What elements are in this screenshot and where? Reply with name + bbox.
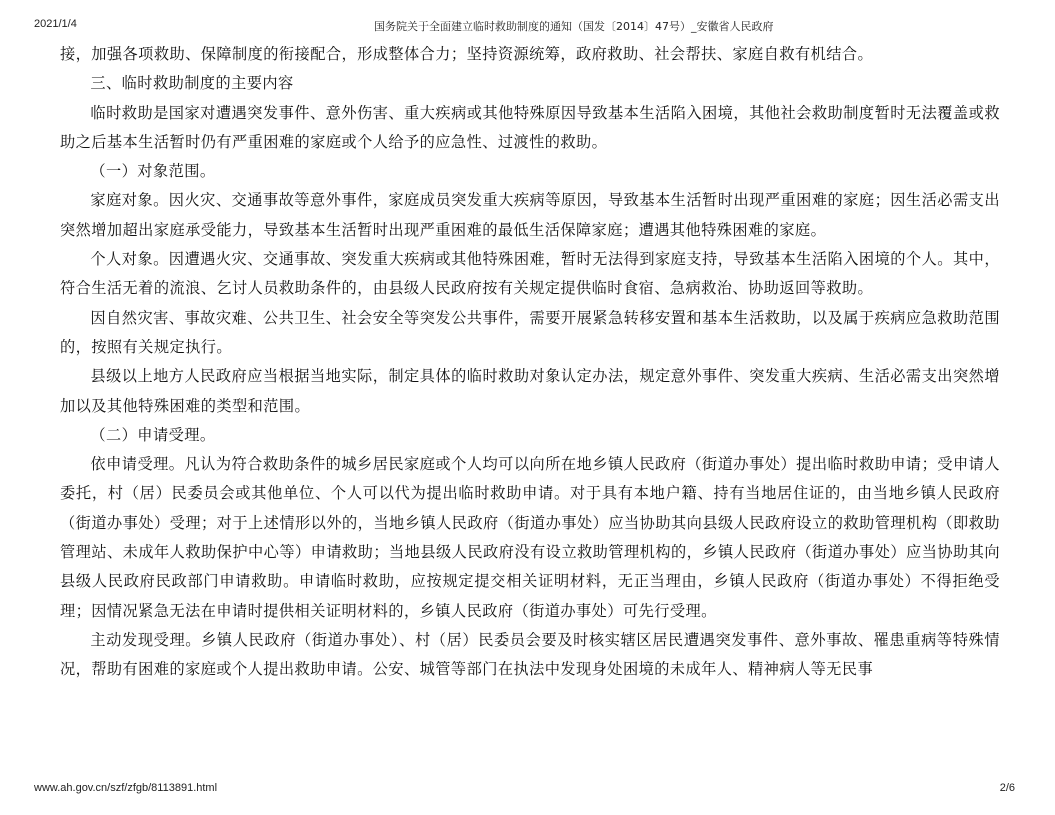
footer-url: www.ah.gov.cn/szf/zfgb/8113891.html [34,782,218,794]
paragraph-family-targets: 家庭对象。因火灾、交通事故等意外事件，家庭成员突发重大疾病等原因，导致基本生活暂时出现严重困难的家庭；因生活必需支出突然增加超出家庭承受能力，导致基本生活暂时出现严重困难的最低生活保障家庭；遭遇其他特殊困难的家庭。 [60,191,1000,239]
paragraph-application-acceptance: 依申请受理。凡认为符合救助条件的城乡居民家庭或个人均可以向所在地乡镇人民政府（街道办事处）提出临时救助申请；受申请人委托，村（居）民委员会或其他单位、个人可以代为提出临时救助申请。对于具有本地户籍、持有当地居住证的，由当地乡镇人民政府（街道办事处）受理；对于上述情形以外的，当地乡镇人民政府（街道办事处）应当协助其向县级人民政府设立的救助管理机构（即救助管理站、未成年人救助保护中心等）申请救助；当地县级人民政府没有设立救助管理机构的，乡镇人民政府（街道办事处）应当协助其向县级人民政府民政部门申请救助。申请临时救助，应按规定提交相关证明材料，无正当理由，乡镇人民政府（街道办事处）不得拒绝受理；因情况紧急无法在申请时提供相关证明材料的，乡镇人民政府（街道办事处）可先行受理。 [60,455,1000,620]
paragraph-definition: 临时救助是国家对遭遇突发事件、意外伤害、重大疾病或其他特殊原因导致基本生活陷入困境，其他社会救助制度暂时无法覆盖或救助之后基本生活暂时仍有严重困难的家庭或个人给予的应急性、过渡性的救助。 [60,103,1000,151]
paragraph-individual-targets: 个人对象。因遭遇火灾、交通事故、突发重大疾病或其他特殊困难，暂时无法得到家庭支持，导致基本生活陷入困境的个人。其中，符合生活无着的流浪、乞讨人员救助条件的，由县级人民政府按有关规定提供临时食宿、急病救治、协助返回等救助。 [60,250,1000,298]
document-body [60,40,1000,685]
footer-page-number: 2/6 [999,782,1015,794]
paragraph-public-emergencies: 因自然灾害、事故灾难、公共卫生、社会安全等突发公共事件，需要开展紧急转移安置和基本生活救助，以及属于疾病应急救助范围的，按照有关规定执行。 [60,308,1000,356]
paragraph-local-rules: 县级以上地方人民政府应当根据当地实际，制定具体的临时救助对象认定办法，规定意外事件、突发重大疾病、生活必需支出突然增加以及其他特殊困难的类型和范围。 [60,367,1000,415]
subsection-heading-scope: （一）对象范围。 [90,162,216,181]
section-heading-main-content: 三、临时救助制度的主要内容 [90,74,294,93]
header-page-title: 国务院关于全面建立临时救助制度的通知（国发〔2014〕47号）_安徽省人民政府 [374,20,774,33]
subsection-heading-application: （二）申请受理。 [90,425,216,444]
header-date: 2021/1/4 [34,18,77,30]
paragraph-active-discovery: 主动发现受理。乡镇人民政府（街道办事处）、村（居）民委员会要及时核实辖区居民遭遇突发事件、意外事故、罹患重病等特殊情况，帮助有困难的家庭或个人提出救助申请。公安、城管等部门在执法中发现身处困境的未成年人、精神病人等无民事 [60,630,1000,679]
paragraph-continuation: 接，加强各项救助、保障制度的衔接配合，形成整体合力；坚持资源统筹，政府救助、社会帮扶、家庭自救有机结合。 [60,45,874,63]
